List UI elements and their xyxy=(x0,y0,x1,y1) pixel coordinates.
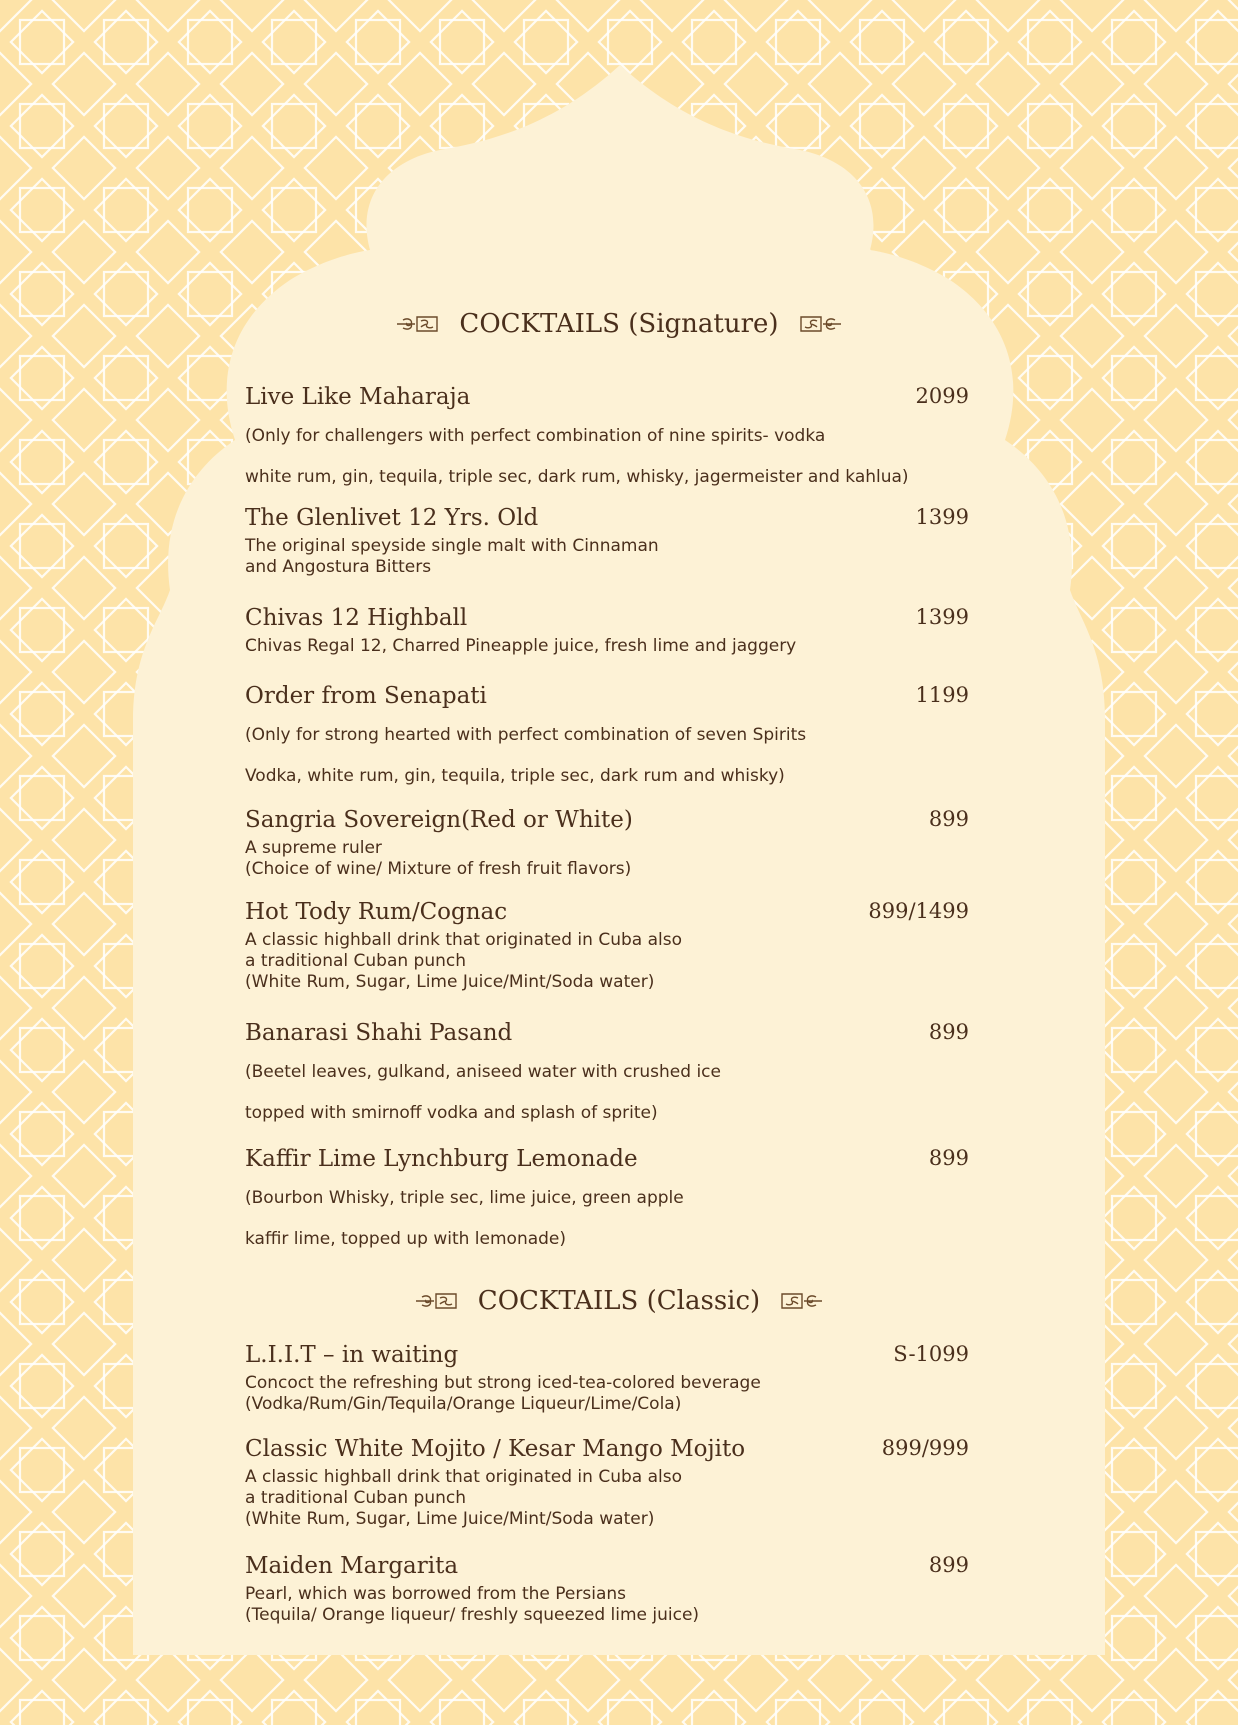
menu-item-name: Sangria Sovereign(Red or White) xyxy=(245,807,633,833)
section-title-text: COCKTAILS (Classic) xyxy=(477,1286,761,1316)
menu-item-name: Chivas 12 Highball xyxy=(245,605,468,631)
scroll-ornament-icon xyxy=(395,313,441,335)
menu-item-description: topped with smirnoff vodka and splash of sprite) xyxy=(245,1103,658,1123)
menu-item-description: (Only for challengers with perfect combination of nine spirits- vodka xyxy=(245,426,826,446)
menu-item-description: (Bourbon Whisky, triple sec, lime juice, green apple xyxy=(245,1188,684,1208)
menu-item-description: white rum, gin, tequila, triple sec, dark rum, whisky, jagermeister and kahlua) xyxy=(245,467,909,487)
menu-item-description: The original speyside single malt with Cinnaman xyxy=(245,536,659,556)
menu-item xyxy=(245,899,969,992)
menu-item-description: a traditional Cuban punch xyxy=(245,1488,467,1508)
menu-item-description: (White Rum, Sugar, Lime Juice/Mint/Soda water) xyxy=(245,972,655,992)
menu-item-description: Pearl, which was borrowed from the Persians xyxy=(245,1584,626,1604)
menu-item-price: 899/999 xyxy=(881,1436,969,1460)
menu-item xyxy=(245,807,969,879)
menu-item-name: Live Like Maharaja xyxy=(245,384,471,410)
menu-item-description: Concoct the refreshing but strong iced-tea-colored beverage xyxy=(245,1373,761,1393)
menu-item-name: L.I.I.T – in waiting xyxy=(245,1342,459,1368)
menu-item-description: (Choice of wine/ Mixture of fresh fruit flavors) xyxy=(245,859,632,879)
section-title xyxy=(0,1285,1238,1316)
menu-item xyxy=(245,1553,969,1625)
menu-item xyxy=(245,1342,969,1414)
menu-item-description: Vodka, white rum, gin, tequila, triple sec, dark rum and whisky) xyxy=(245,766,785,786)
menu-item-price: 1199 xyxy=(915,683,969,707)
menu-item-name: Classic White Mojito / Kesar Mango Mojito xyxy=(245,1436,746,1462)
scroll-ornament-icon xyxy=(797,313,843,335)
menu-item-price: S-1099 xyxy=(893,1342,969,1366)
menu-item-description: (Tequila/ Orange liqueur/ freshly squeezed lime juice) xyxy=(245,1605,700,1625)
menu-item-price: 1399 xyxy=(915,505,969,529)
menu-item-name: Order from Senapati xyxy=(245,683,487,709)
menu-item-description: (Only for strong hearted with perfect combination of seven Spirits xyxy=(245,725,807,745)
menu-item xyxy=(245,1020,969,1132)
menu-item-price: 1399 xyxy=(915,605,969,629)
menu-item-price: 899 xyxy=(928,1020,969,1044)
menu-item-description: a traditional Cuban punch xyxy=(245,951,467,971)
menu-item xyxy=(245,1146,969,1258)
menu-item xyxy=(245,1436,969,1529)
menu-item-name: Hot Tody Rum/Cognac xyxy=(245,899,508,925)
menu-item-description: kaffir lime, topped up with lemonade) xyxy=(245,1229,567,1249)
menu-item-description: A supreme ruler xyxy=(245,838,382,858)
menu-item-description: A classic highball drink that originated in Cuba also xyxy=(245,1467,682,1487)
menu-item-description: (Beetel leaves, gulkand, aniseed water with crushed ice xyxy=(245,1062,721,1082)
menu-item-description: (White Rum, Sugar, Lime Juice/Mint/Soda water) xyxy=(245,1509,655,1529)
menu-item-name: The Glenlivet 12 Yrs. Old xyxy=(245,505,539,531)
menu-item xyxy=(245,505,969,577)
menu-item xyxy=(245,384,969,496)
menu-item-price: 899 xyxy=(928,1146,969,1170)
scroll-ornament-icon xyxy=(778,1290,824,1312)
menu-item-price: 899/1499 xyxy=(868,899,969,923)
menu-item xyxy=(245,683,969,795)
menu-item-name: Kaffir Lime Lynchburg Lemonade xyxy=(245,1146,638,1172)
scroll-ornament-icon xyxy=(414,1290,460,1312)
menu-item-name: Maiden Margarita xyxy=(245,1553,459,1579)
section-title xyxy=(0,308,1238,339)
menu-item-price: 899 xyxy=(928,807,969,831)
menu-item-price: 899 xyxy=(928,1553,969,1577)
menu-item-description: and Angostura Bitters xyxy=(245,557,432,577)
menu-item-description: A classic highball drink that originated in Cuba also xyxy=(245,930,682,950)
menu-item-price: 2099 xyxy=(915,384,969,408)
menu-item xyxy=(245,605,969,656)
menu-item-name: Banarasi Shahi Pasand xyxy=(245,1020,513,1046)
section-title-text: COCKTAILS (Signature) xyxy=(459,309,779,339)
menu-item-description: Chivas Regal 12, Charred Pineapple juice, fresh lime and jaggery xyxy=(245,636,797,656)
menu-item-description: (Vodka/Rum/Gin/Tequila/Orange Liqueur/Lime/Cola) xyxy=(245,1394,682,1414)
